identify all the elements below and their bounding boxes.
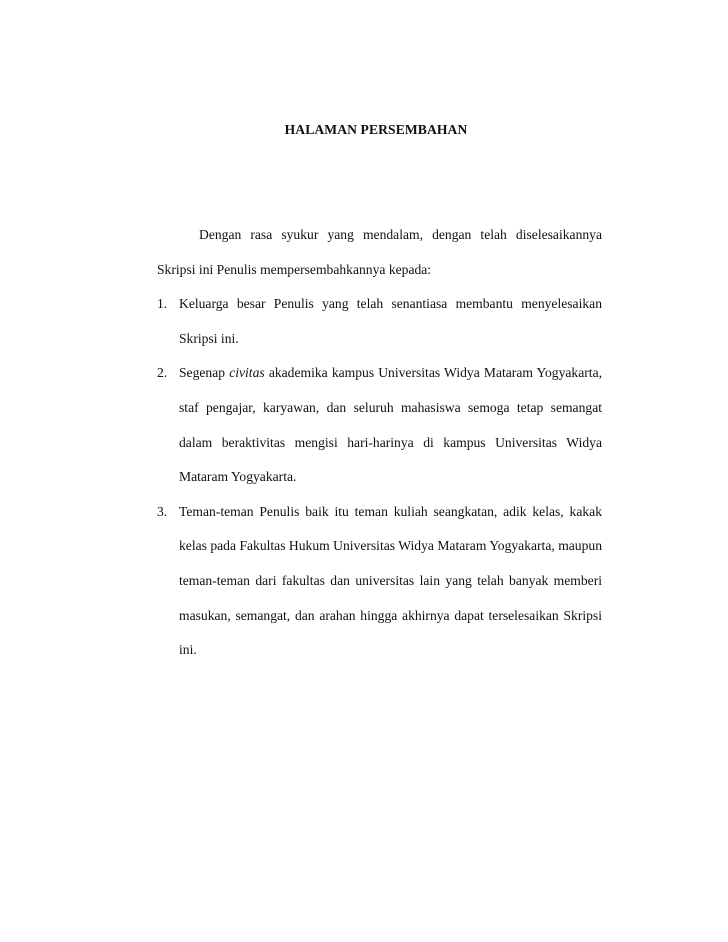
list-item	[157, 287, 602, 356]
list-item-number: 1.	[157, 296, 168, 312]
list-item-number: 2.	[157, 365, 168, 381]
list-item-number: 3.	[157, 503, 168, 519]
list-item-text-end: akademika kampus Universitas Widya Mataram Yogyakarta, staf pengajar, karyawan, dan seluruh mahasiswa semoga tetap semangat dalam beraktivitas mengisi hari-harinya di kampus Universitas Widya Mataram Yogyakarta.	[179, 365, 602, 485]
list-item-text: Teman-teman Penulis baik itu teman kuliah seangkatan, adik kelas, kakak kelas pada Fakultas Hukum Universitas Widya Mataram Yogyakarta, maupun teman-teman dari fakultas dan universitas lain yang telah banyak memberi masukan, semangat, dan arahan hingga akhirnya dapat terselesaikan Skripsi ini.	[179, 503, 602, 658]
list-item-text-start: Segenap	[179, 365, 230, 381]
document-body	[157, 218, 602, 668]
intro-paragraph: Dengan rasa syukur yang mendalam, dengan telah diselesaikannya Skripsi ini Penulis mempersembahkannya kepada:	[157, 227, 602, 277]
list-item-text: Keluarga besar Penulis yang telah senantiasa membantu menyelesaikan Skripsi ini.	[179, 296, 602, 346]
list-item	[157, 495, 602, 668]
list-item	[157, 356, 602, 494]
dedication-list	[157, 287, 602, 668]
list-item-italic-term: civitas	[229, 365, 265, 381]
page-title: HALAMAN PERSEMBAHAN	[284, 122, 468, 137]
